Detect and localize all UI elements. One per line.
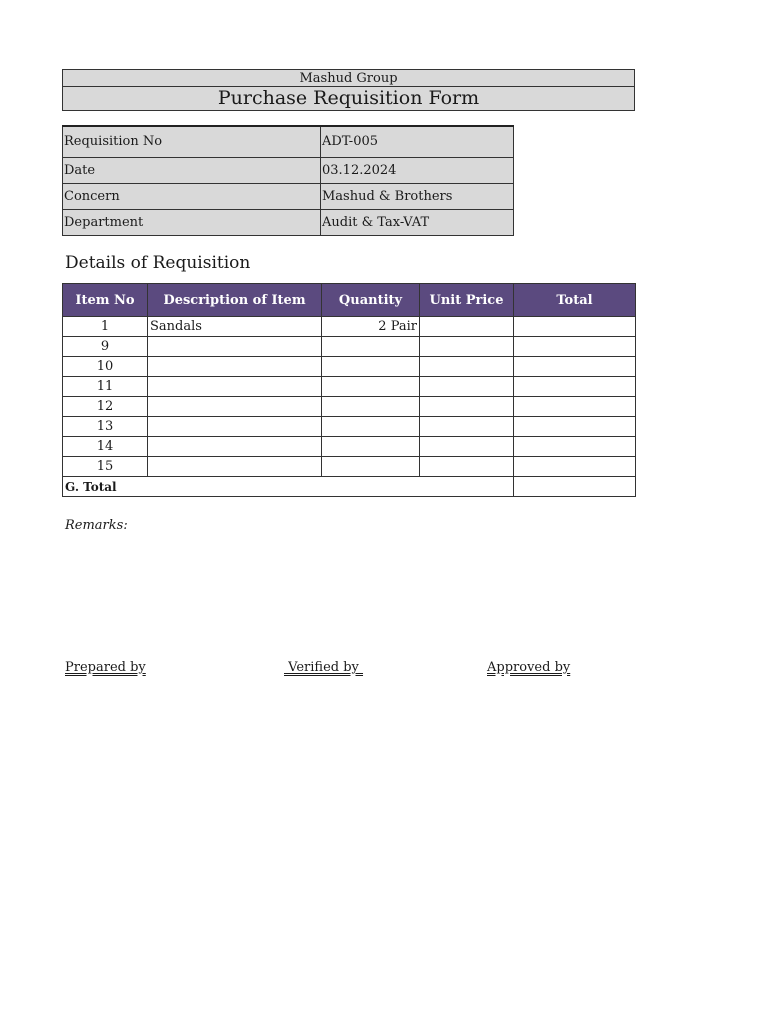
description-cell[interactable] [148,337,322,357]
item-no-cell: 15 [63,457,148,477]
item-no-cell: 12 [63,397,148,417]
description-cell[interactable]: Sandals [148,317,322,337]
item-no-cell: 1 [63,317,148,337]
unit-price-cell[interactable] [420,317,514,337]
unit-price-cell[interactable] [420,437,514,457]
quantity-cell[interactable] [322,457,420,477]
unit-price-cell[interactable] [420,417,514,437]
table-row [63,417,636,437]
info-row [63,157,514,183]
unit-price-cell[interactable] [420,357,514,377]
description-cell[interactable] [148,457,322,477]
description-cell[interactable] [148,397,322,417]
description-cell[interactable] [148,357,322,377]
total-cell[interactable] [514,317,636,337]
form-title: Purchase Requisition Form [62,87,635,111]
items-header-row [63,284,636,317]
table-row [63,377,636,397]
table-row [63,357,636,377]
unit-price-cell[interactable] [420,377,514,397]
description-cell[interactable] [148,377,322,397]
prepared-by-label: Prepared by [65,660,146,675]
total-cell[interactable] [514,377,636,397]
info-value[interactable]: Mashud & Brothers [321,183,514,209]
info-row [63,209,514,235]
approved-by-label: Approved by [487,660,571,675]
table-row [63,437,636,457]
total-cell[interactable] [514,337,636,357]
total-cell[interactable] [514,457,636,477]
table-row [63,457,636,477]
verified-by-label: Verified by [284,660,364,675]
form-header [62,69,635,111]
info-value[interactable]: ADT-005 [321,126,514,157]
info-label: Date [63,157,321,183]
item-no-cell: 10 [63,357,148,377]
total-cell[interactable] [514,397,636,417]
info-value[interactable]: Audit & Tax-VAT [321,209,514,235]
quantity-cell[interactable] [322,437,420,457]
grand-total-label: G. Total [63,477,514,497]
table-row [63,337,636,357]
table-row [63,317,636,337]
total-cell[interactable] [514,417,636,437]
col-header-unit-price: Unit Price [420,284,514,317]
info-label: Requisition No [63,126,321,157]
item-no-cell: 14 [63,437,148,457]
col-header-quantity: Quantity [322,284,420,317]
unit-price-cell[interactable] [420,397,514,417]
quantity-cell[interactable]: 2 Pair [322,317,420,337]
info-label: Concern [63,183,321,209]
col-header-description: Description of Item [148,284,322,317]
requisition-items-table [62,283,636,497]
info-value[interactable]: 03.12.2024 [321,157,514,183]
item-no-cell: 9 [63,337,148,357]
grand-total-value[interactable] [514,477,636,497]
info-row [63,126,514,157]
item-no-cell: 13 [63,417,148,437]
unit-price-cell[interactable] [420,337,514,357]
total-cell[interactable] [514,437,636,457]
remarks-label: Remarks: [65,518,128,533]
description-cell[interactable] [148,417,322,437]
quantity-cell[interactable] [322,417,420,437]
unit-price-cell[interactable] [420,457,514,477]
table-row [63,397,636,417]
description-cell[interactable] [148,437,322,457]
quantity-cell[interactable] [322,337,420,357]
col-header-total: Total [514,284,636,317]
company-name: Mashud Group [62,69,635,87]
grand-total-row [63,477,636,497]
requisition-info-table [62,125,514,236]
info-row [63,183,514,209]
item-no-cell: 11 [63,377,148,397]
quantity-cell[interactable] [322,357,420,377]
info-label: Department [63,209,321,235]
quantity-cell[interactable] [322,397,420,417]
details-section-title: Details of Requisition [65,253,251,273]
quantity-cell[interactable] [322,377,420,397]
col-header-item-no: Item No [63,284,148,317]
total-cell[interactable] [514,357,636,377]
